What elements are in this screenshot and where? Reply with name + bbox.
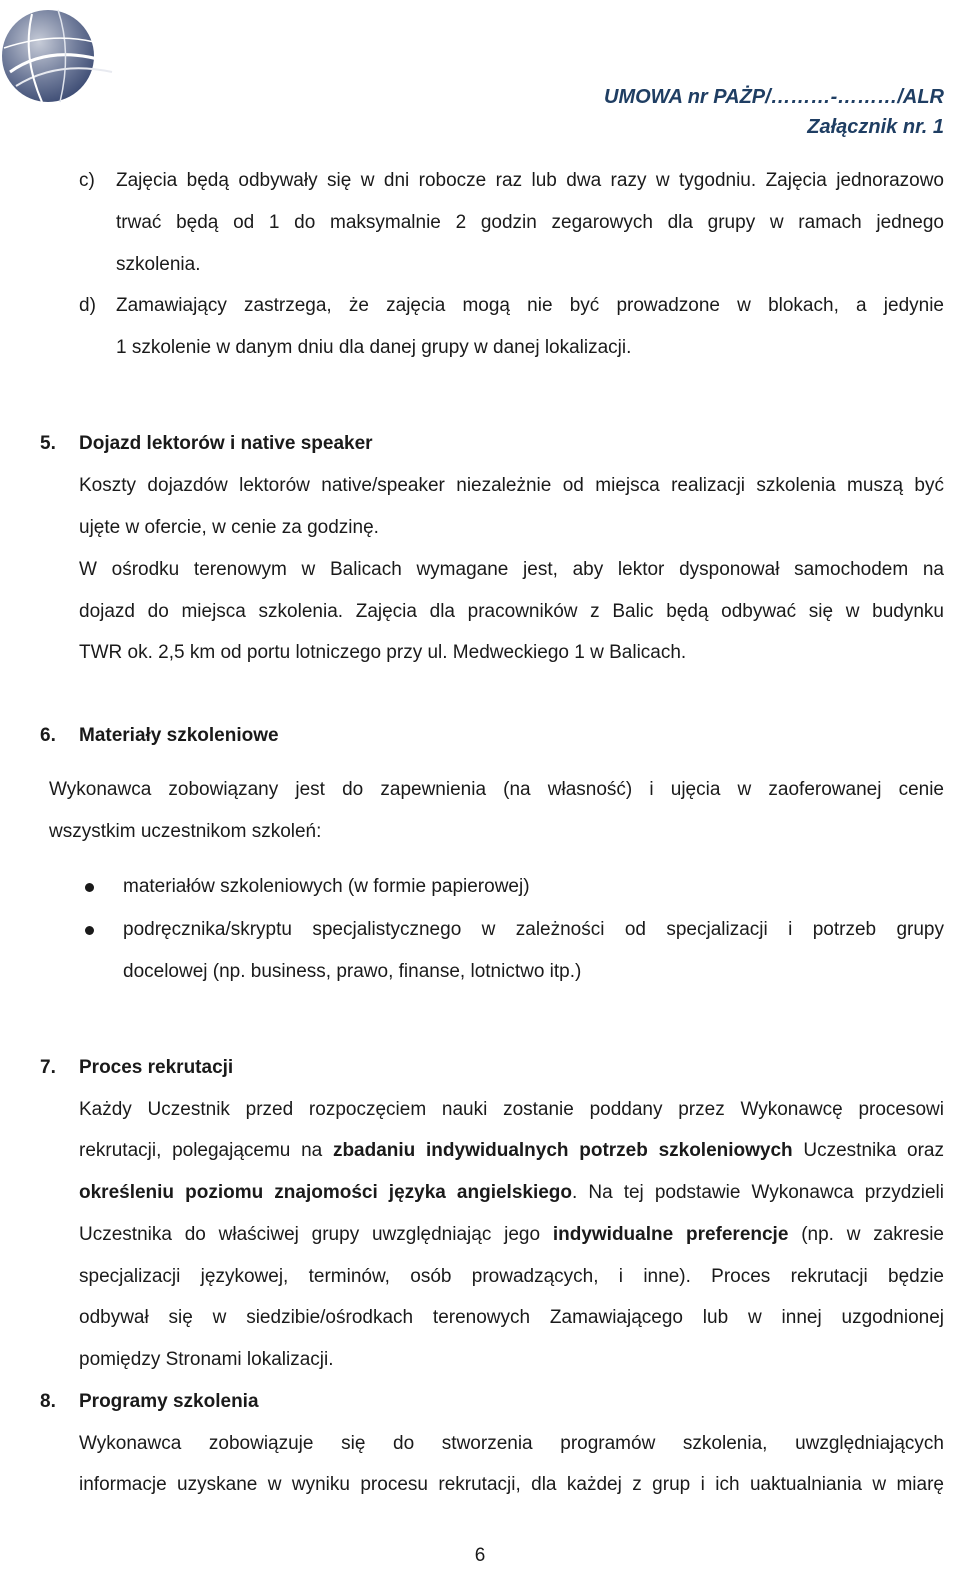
item-d-label: d) xyxy=(79,295,96,316)
section-7-line: określeniu poziomu znajomości języka angielskiego. Na tej podstawie Wykonawca przydzieli xyxy=(79,1182,944,1203)
section-8-line: informacje uzyskane w wyniku procesu rekrutacji, dla każdej z grup i ich uaktualniania w miarę xyxy=(79,1474,944,1495)
section-7-line: Każdy Uczestnik przed rozpoczęciem nauki zostanie poddany przez Wykonawcę procesowi xyxy=(79,1099,944,1120)
section-5-line: dojazd do miejsca szkolenia. Zajęcia dla pracowników z Balic będą odbywać się w budynku xyxy=(79,601,944,622)
section-5-line: TWR ok. 2,5 km od portu lotniczego przy ul. Medweckiego 1 w Balicach. xyxy=(79,642,687,663)
section-6-line: wszystkim uczestnikom szkoleń: xyxy=(49,821,322,842)
section-5-title: Dojazd lektorów i native speaker xyxy=(79,433,373,454)
bullet-icon xyxy=(85,883,94,892)
section-6-number: 6. xyxy=(40,725,56,746)
section-7-line: specjalizacji językowej, terminów, osób prowadzących, i inne). Proces rekrutacji będzie xyxy=(79,1266,944,1287)
contract-number: UMOWA nr PAŻP/………-………/ALR xyxy=(604,86,944,108)
section-8-line: Wykonawca zobowiązuje się do stworzenia programów szkolenia, uwzględniających xyxy=(79,1433,944,1454)
section-7-line: rekrutacji, polegającemu na zbadaniu indywidualnych potrzeb szkoleniowych Uczestnika oraz xyxy=(79,1140,944,1161)
bullet-item: podręcznika/skryptu specjalistycznego w zależności od specjalizacji i potrzeb grupy xyxy=(123,919,944,940)
section-5-line: ujęte w ofercie, w cenie za godzinę. xyxy=(79,517,379,538)
section-7-line: odbywał się w siedzibie/ośrodkach terenowych Zamawiającego lub w innej uzgodnionej xyxy=(79,1307,944,1328)
section-5-line: Koszty dojazdów lektorów native/speaker niezależnie od miejsca realizacji szkolenia muszą być xyxy=(79,475,944,496)
section-5-number: 5. xyxy=(40,433,56,454)
section-6-line: Wykonawca zobowiązany jest do zapewnienia (na własność) i ujęcia w zaoferowanej cenie xyxy=(49,779,944,800)
section-8-title: Programy szkolenia xyxy=(79,1391,259,1412)
item-d-line: 1 szkolenie w danym dniu dla danej grupy w danej lokalizacji. xyxy=(116,337,632,358)
section-8-number: 8. xyxy=(40,1391,56,1412)
section-7-title: Proces rekrutacji xyxy=(79,1057,234,1078)
annex-number: Załącznik nr. 1 xyxy=(807,116,944,138)
logo-globe-icon xyxy=(2,2,120,110)
item-c-line: trwać będą od 1 do maksymalnie 2 godzin zegarowych dla grupy w ramach jednego xyxy=(116,212,944,233)
item-c-line: szkolenia. xyxy=(116,254,201,275)
section-7-line: pomiędzy Stronami lokalizacji. xyxy=(79,1349,334,1370)
bullet-item: materiałów szkoleniowych (w formie papierowej) xyxy=(123,876,530,897)
item-c-line: Zajęcia będą odbywały się w dni robocze raz lub dwa razy w tygodniu. Zajęcia jednorazowo xyxy=(116,170,944,191)
section-5-line: W ośrodku terenowym w Balicach wymagane jest, aby lektor dysponował samochodem na xyxy=(79,559,944,580)
item-d-line: Zamawiający zastrzega, że zajęcia mogą nie być prowadzone w blokach, a jedynie xyxy=(116,295,944,316)
section-7-number: 7. xyxy=(40,1057,56,1078)
section-6-title: Materiały szkoleniowe xyxy=(79,725,279,746)
section-7-line: Uczestnika do właściwej grupy uwzględniając jego indywidualne preferencje (np. w zakresie xyxy=(79,1224,944,1245)
bullet-icon xyxy=(85,926,94,935)
page-number: 6 xyxy=(474,1545,486,1566)
bullet-item-continuation: docelowej (np. business, prawo, finanse, lotnictwo itp.) xyxy=(123,961,582,982)
item-c-label: c) xyxy=(79,170,95,191)
